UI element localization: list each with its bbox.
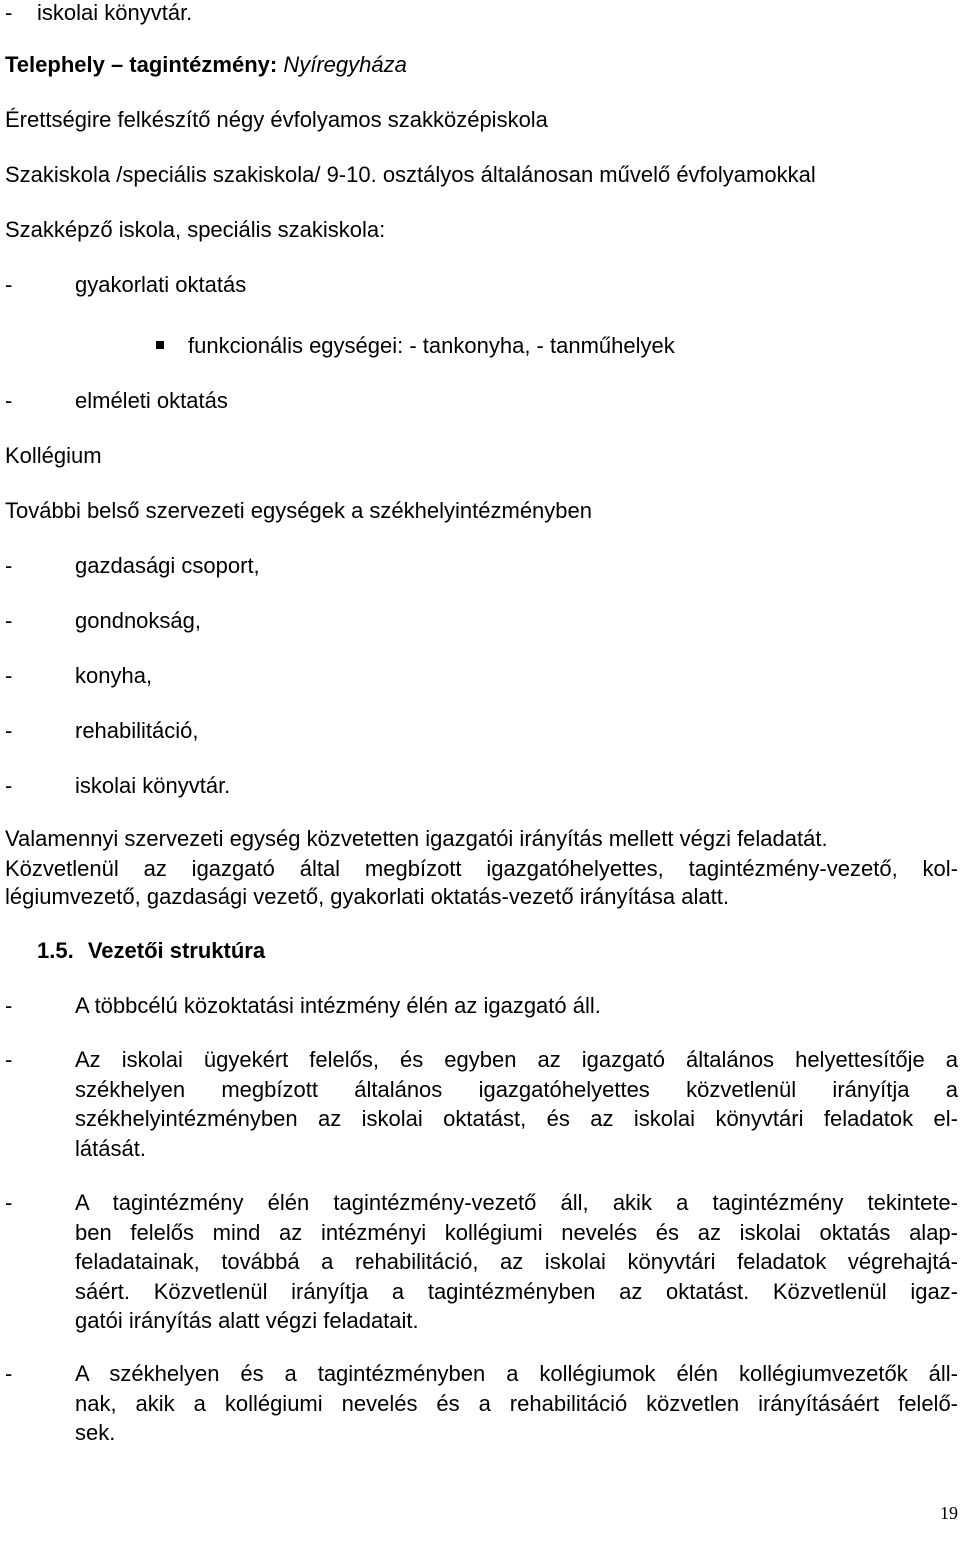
school-type-line: Szakiskola /speciális szakiskola/ 9-10. osztályos általánosan művelő évfolyamokkal — [5, 162, 816, 187]
further-units-heading: További belső szervezeti egységek a székhelyintézményben — [5, 498, 592, 523]
paragraph-row: sáért. Közvetlenül irányítja a tagintézményben az oktatást. Közvetlenül igaz- — [75, 1278, 958, 1304]
paragraph-row: székhelyen megbízott általános igazgatóhelyettes közvetlenül irányítja a — [75, 1076, 958, 1102]
page-number: 19 — [940, 1503, 958, 1523]
paragraph-row: A székhelyen és a tagintézményben a kollégiumok élén kollégiumvezetők áll- — [75, 1361, 958, 1386]
functional-units: funkcionális egységei: - tankonyha, - tanműhelyek — [188, 333, 675, 358]
paragraph-row: ben felelős mind az intézményi kollégiumi nevelés és az iskolai oktatás alap- — [75, 1219, 958, 1245]
paragraph-row: A tagintézmény élén tagintézmény-vezető áll, akik a tagintézmény tekintete- — [75, 1190, 958, 1215]
paragraph-row: gatói irányítás alatt végzi feladatait. — [75, 1308, 419, 1333]
school-type-line: Érettségire felkészítő négy évfolyamos szakközépiskola — [5, 107, 548, 132]
summary-line: Valamennyi szervezeti egység közvetetten igazgatói irányítás mellett végzi feladatát. — [5, 826, 828, 851]
paragraph-row: látását. — [75, 1135, 146, 1161]
paragraph-row: Az iskolai ügyekért felelős, és egyben az igazgató általános helyettesítője a — [75, 1047, 958, 1072]
dash-marker: - — [5, 1361, 13, 1386]
telephely-heading: Telephely – tagintézmény: Nyíregyháza — [5, 52, 407, 77]
paragraph-row: légiumvezető, gazdasági vezető, gyakorlati oktatás-vezető irányítása alatt. — [5, 883, 729, 909]
school-type-line: Szakképző iskola, speciális szakiskola: — [5, 217, 386, 242]
dash-marker: - — [5, 1190, 13, 1215]
list-item — [75, 1359, 958, 1448]
kollegium-label: Kollégium — [5, 443, 102, 468]
square-bullet-icon — [156, 341, 164, 349]
paragraph-row: Közvetlenül az igazgató által megbízott igazgatóhelyettes, tagintézmény-vezető, kol- — [5, 856, 958, 881]
paragraph-row: székhelyintézményben az iskolai oktatást, és az iskolai könyvtári feladatok el- — [75, 1106, 958, 1131]
paragraph-row: feladatainak, továbbá a rehabilitáció, az iskolai könyvtári feladatok végrehajtá- — [75, 1249, 958, 1274]
paragraph-row: nak, akik a kollégiumi nevelés és a rehabilitáció közvetlen irányításáért felelő- — [75, 1390, 958, 1416]
section-heading: 1.5. Vezetői struktúra — [37, 938, 266, 963]
summary-paragraph — [5, 855, 958, 910]
list-item — [75, 1188, 958, 1336]
paragraph-row: sek. — [75, 1420, 116, 1445]
dash-marker: - — [5, 1047, 13, 1072]
list-item — [75, 1045, 958, 1163]
